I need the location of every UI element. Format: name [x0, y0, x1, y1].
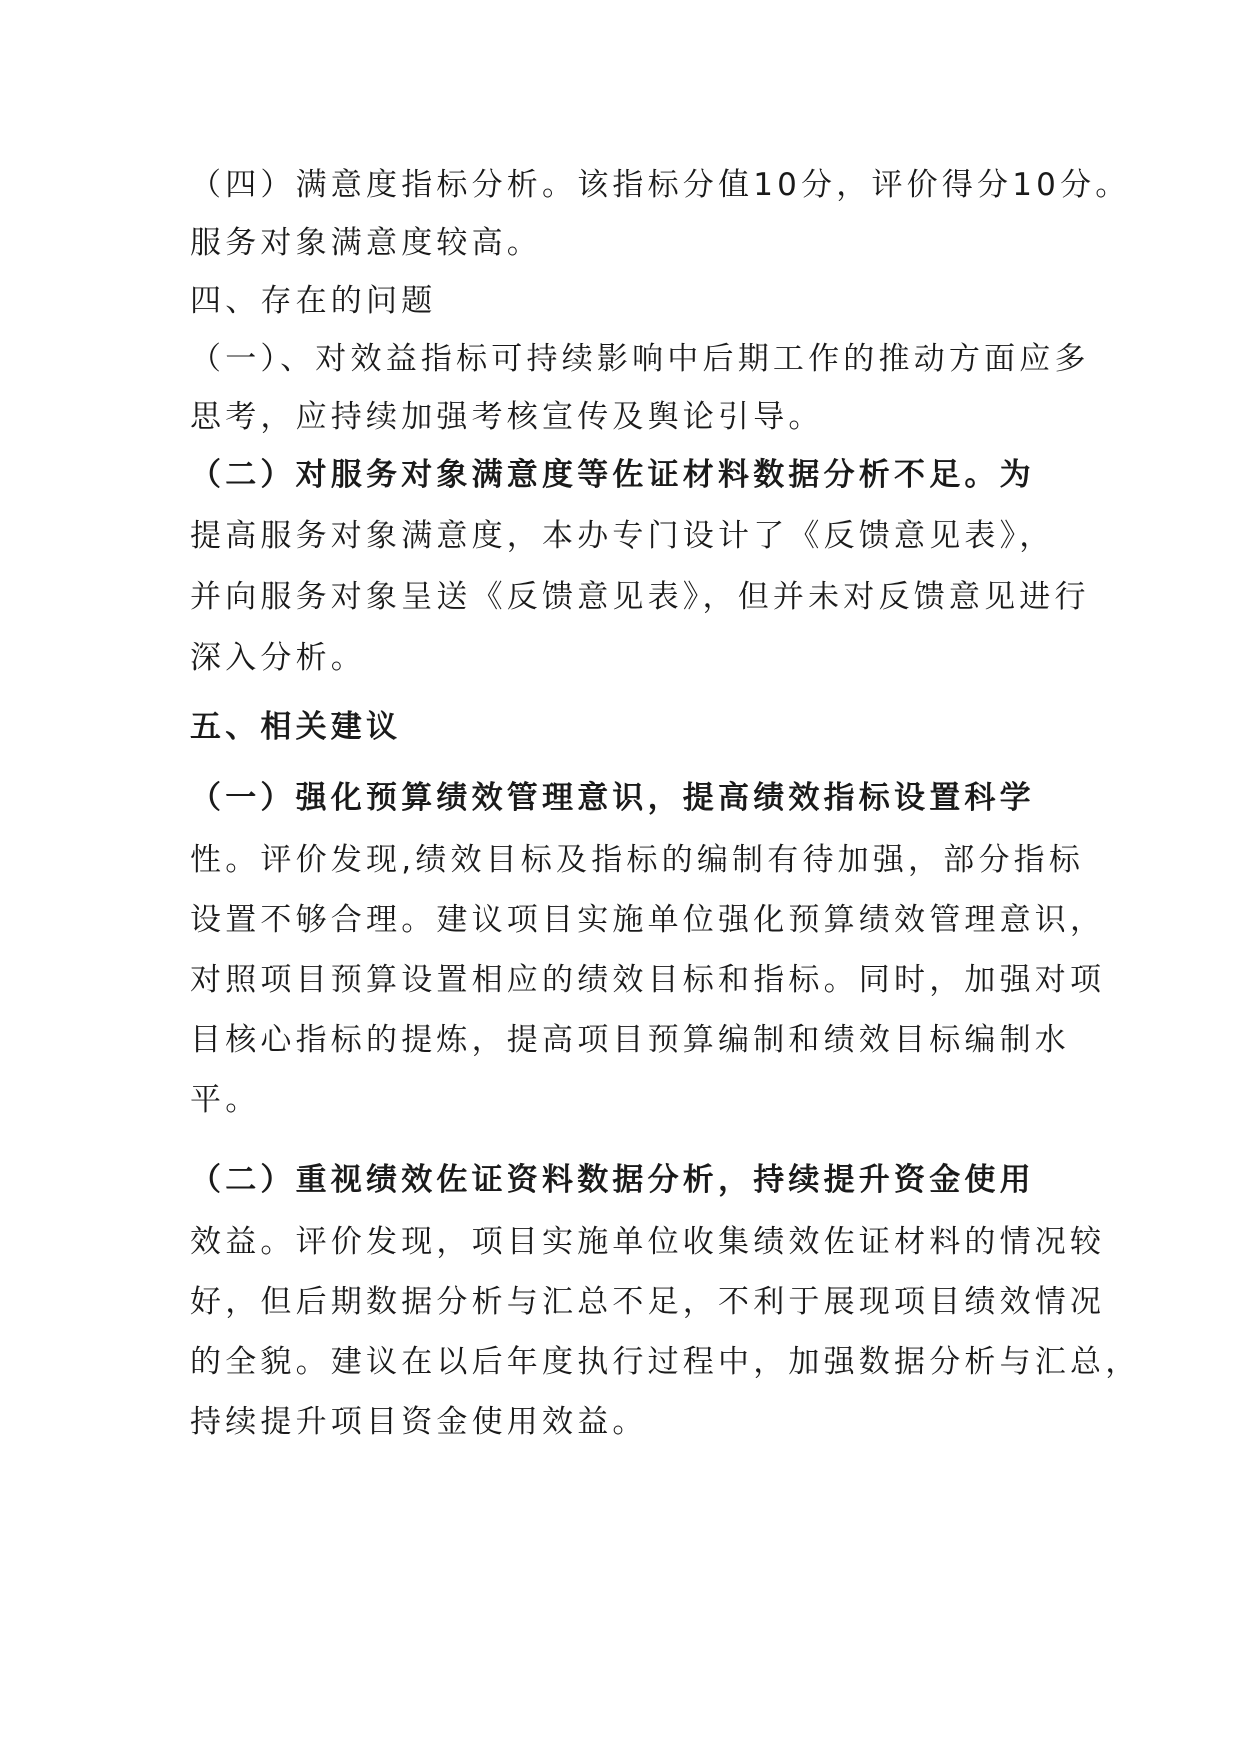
suggestion-item-1-text: 对照项目预算设置相应的绩效目标和指标。同时，加强对项 — [190, 962, 1106, 998]
problem-item-2-text: 深入分析。 — [190, 640, 366, 676]
suggestion-item-2-heading: （二）重视绩效佐证资料数据分析，持续提升资金使用 — [190, 1162, 1035, 1198]
problem-item-1-cont: 思考，应持续加强考核宣传及舆论引导。 — [190, 399, 824, 435]
suggestion-item-1-text: 目核心指标的提炼，提高项目预算编制和绩效目标编制水 — [190, 1022, 1070, 1058]
problem-item-2-text: 提高服务对象满意度，本办专门设计了《反馈意见表》， — [190, 518, 1055, 554]
suggestion-item-2-text: 效益。评价发现，项目实施单位收集绩效佐证材料的情况较 — [190, 1224, 1106, 1260]
suggestion-item-1-text: 设置不够合理。建议项目实施单位强化预算绩效管理意识， — [190, 902, 1106, 938]
suggestion-item-1-heading: （一）强化预算绩效管理意识，提高绩效指标设置科学 — [190, 780, 1035, 816]
problem-item-2-text: 并向服务对象呈送《反馈意见表》，但并未对反馈意见进行 — [190, 579, 1090, 615]
paragraph-satisfaction-analysis-cont: 服务对象满意度较高。 — [190, 225, 542, 261]
suggestion-item-1-text: 平。 — [190, 1082, 261, 1118]
suggestion-item-1-text: 性。评价发现,绩效目标及指标的编制有待加强，部分指标 — [190, 842, 1085, 878]
suggestion-item-2-text: 好，但后期数据分析与汇总不足，不利于展现项目绩效情况 — [190, 1284, 1106, 1320]
section-heading-suggestions: 五、相关建议 — [190, 709, 402, 745]
section-heading-problems: 四、存在的问题 — [190, 283, 437, 319]
suggestion-item-2-text: 持续提升项目资金使用效益。 — [190, 1404, 648, 1440]
paragraph-satisfaction-analysis: （四）满意度指标分析。该指标分值10分，评价得分10分。 — [190, 167, 1131, 203]
problem-item-1: （一）、对效益指标可持续影响中后期工作的推动方面应多 — [190, 341, 1090, 377]
suggestion-item-2-text: 的全貌。建议在以后年度执行过程中，加强数据分析与汇总， — [190, 1344, 1141, 1380]
problem-item-2-heading: （二）对服务对象满意度等佐证材料数据分析不足。为 — [190, 457, 1035, 493]
